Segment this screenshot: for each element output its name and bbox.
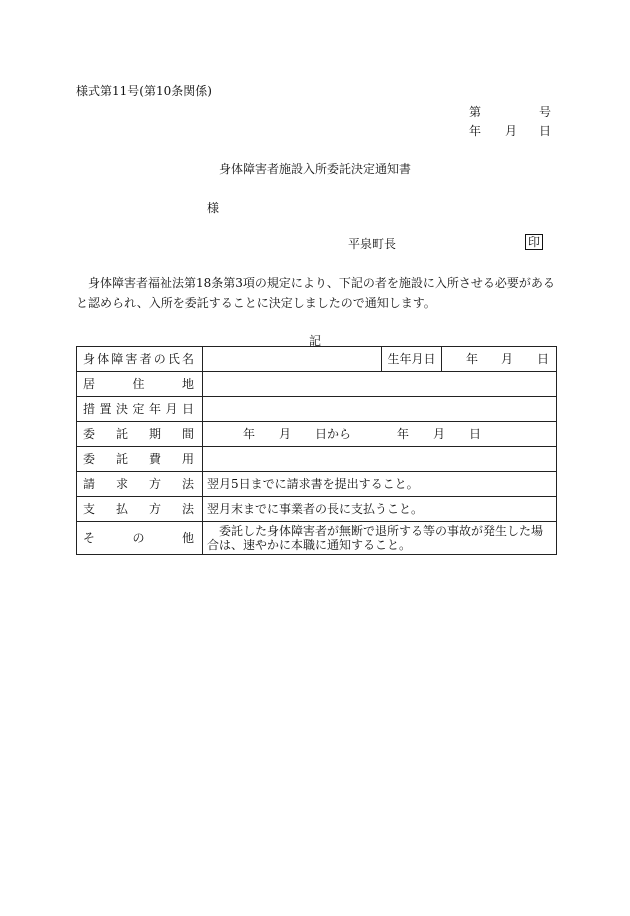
document-title: 身体障害者施設入所委託決定通知書 [218, 162, 411, 176]
period-from-day: 日から [315, 427, 352, 441]
period-from-month: 月 [279, 427, 292, 441]
dob-label: 生年月日 [382, 347, 442, 372]
body-text: 身体障害者福祉法第18条第3項の規定により、下記の者を施設に入所させる必要があると認められ、入所を委託することに決定しましたので通知します。 [76, 276, 555, 310]
address-label: 居住地 [77, 372, 203, 397]
other-value: 委託した身体障害者が無断で退所する等の事故が発生した場合は、速やかに本職に通知すること。 [203, 522, 557, 555]
number-suffix: 号 [539, 105, 552, 119]
form-number: 様式第11号(第10条関係) [76, 84, 212, 98]
number-prefix: 第 [469, 105, 482, 119]
table-row [77, 447, 557, 472]
dob-year: 年 [466, 352, 479, 366]
table-row [77, 422, 557, 447]
billing-value: 翌月5日までに請求書を提出すること。 [203, 472, 557, 497]
table-row [77, 397, 557, 422]
decision-date-label: 措置決定年月日 [77, 397, 203, 422]
decision-date-value [203, 397, 557, 422]
period-to-year: 年 [397, 427, 410, 441]
period-to-month: 月 [433, 427, 446, 441]
name-value [203, 347, 382, 372]
billing-label: 請求方法 [77, 472, 203, 497]
period-from-year: 年 [243, 427, 256, 441]
table-row [77, 497, 557, 522]
addressee-suffix: 様 [207, 201, 220, 215]
period-to-day: 日 [469, 427, 482, 441]
ki-heading: 記 [308, 334, 321, 348]
dob-value [442, 347, 557, 372]
dob-month: 月 [501, 352, 514, 366]
dob-day: 日 [537, 352, 550, 366]
seal-mark: 印 [525, 234, 543, 250]
date-month: 月 [505, 124, 518, 138]
period-label: 委託期間 [77, 422, 203, 447]
cost-value [203, 447, 557, 472]
details-table [76, 346, 557, 555]
other-label: その他 [77, 522, 203, 555]
table-row [77, 347, 557, 372]
period-value [203, 422, 557, 447]
address-value [203, 372, 557, 397]
table-row [77, 372, 557, 397]
date-day: 日 [539, 124, 552, 138]
payment-label: 支払方法 [77, 497, 203, 522]
payment-value: 翌月末までに事業者の長に支払うこと。 [203, 497, 557, 522]
table-row [77, 472, 557, 497]
sender-name: 平泉町長 [348, 237, 397, 251]
date-year: 年 [469, 124, 482, 138]
table-row [77, 522, 557, 555]
cost-label: 委託費用 [77, 447, 203, 472]
name-label: 身体障害者の氏名 [77, 347, 203, 372]
